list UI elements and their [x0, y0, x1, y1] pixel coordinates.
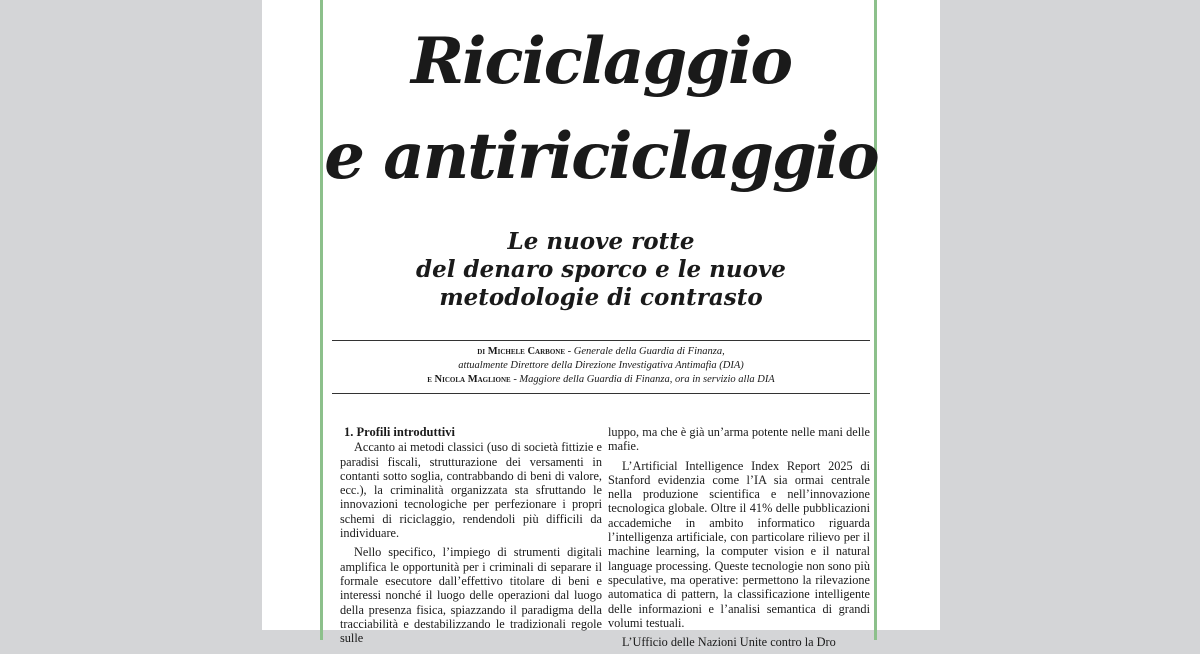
byline-line-1 [332, 345, 870, 359]
top-divider [332, 340, 870, 341]
body-paragraph: Accanto ai metodi classici (uso di società fittizie e paradisi fiscali, strutturazione dei versamenti in contanti sotto soglia, contrabbando di beni di valore, ecc.), la criminalità organizzata sta sfruttando le innovazioni tecnologiche per perfezionare i propri schemi di riciclaggio, rendendoli più difficili da individuare. [340, 440, 602, 541]
author-name: Nicola Maglione [434, 374, 511, 385]
body-paragraph: L’Ufficio delle Nazioni Unite contro la Dro [622, 635, 836, 650]
subtitle-line: metodologie di contrasto [439, 284, 763, 311]
body-paragraph: Nello specifico, l’impiego di strumenti digitali amplifica le opportunità per i criminali di separare il formale esecutore dall’effettivo titolare di beni e interessi nonché il luogo delle operazioni dal luogo della presenza fisica, spiazzando il paradigma della tracciabilità e destabilizzando le tradizionali regole sulle [340, 545, 602, 646]
byline-line-3 [332, 373, 870, 387]
byline [332, 345, 870, 387]
section-heading: 1. Profili introduttivi [344, 425, 455, 439]
subtitle-line: del denaro sporco e le nuove [416, 256, 786, 283]
article-subtitle [262, 228, 940, 312]
body-paragraph: luppo, ma che è già un’arma potente nelle mani delle mafie. [608, 425, 870, 454]
subtitle-line: Le nuove rotte [507, 228, 695, 255]
article-page [262, 0, 940, 650]
body-column-left [340, 425, 602, 650]
article-title-line1: Riciclaggio [410, 24, 792, 99]
body-column-right [608, 425, 870, 654]
article-title-line2: e antiriciclaggio [324, 119, 878, 194]
author-role: - Generale della Guardia di Finanza, [565, 346, 725, 357]
author-role: - Maggiore della Guardia di Finanza, ora in servizio alla DIA [510, 374, 775, 385]
byline-prefix: di [477, 346, 488, 357]
author-role-continued: attualmente Direttore della Direzione Investigativa Antimafia (DIA) [458, 360, 744, 371]
bottom-divider [332, 393, 870, 394]
author-name: Michele Carbone [487, 346, 565, 357]
byline-prefix: e [427, 374, 435, 385]
body-paragraph: L’Artificial Intelligence Index Report 2025 di Stanford evidenzia come l’IA sia ormai centrale nella produzione scientifica e nell’innovazione tecnologica globale. Oltre il 41% delle pubblicazioni accademiche in ambito informatico riguarda l’intelligenza artificiale, con particolare rilievo per il machine learning, la computer vision e il natural language processing. Queste tecnologie non sono più speculative, ma operative: permettono la rilevazione automatica di pattern, la classificazione intelligente delle informazioni e l’analisi semantica di grandi volumi testuali. [608, 458, 870, 630]
